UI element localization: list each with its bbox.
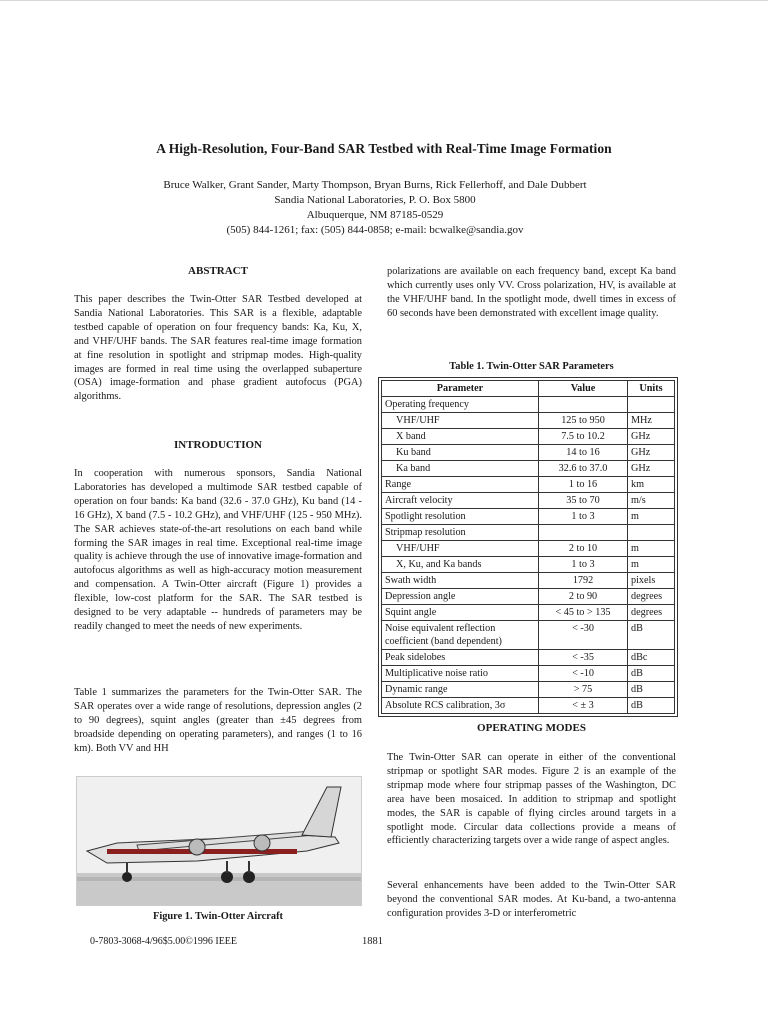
table-cell-unit: dBc xyxy=(628,650,675,666)
table-cell-value: < -35 xyxy=(539,650,628,666)
author-contact: (505) 844-1261; fax: (505) 844-0858; e-mail: bcwalke@sandia.gov xyxy=(226,224,524,236)
table-cell-unit: m xyxy=(628,541,675,557)
table-1-parameters xyxy=(381,380,675,714)
table-row xyxy=(382,650,675,666)
table-body xyxy=(382,397,675,714)
table-row xyxy=(382,589,675,605)
operating-modes-heading-block xyxy=(387,722,676,736)
table-cell-parameter: Peak sidelobes xyxy=(382,650,539,666)
table-cell-unit: m xyxy=(628,557,675,573)
table-row xyxy=(382,541,675,557)
polarization-section xyxy=(387,265,676,321)
table-cell-parameter: Operating frequency xyxy=(382,397,539,413)
table-row xyxy=(382,477,675,493)
table-header-cell: Parameter xyxy=(382,381,539,397)
table-1-caption-block xyxy=(387,360,676,374)
twin-otter-aircraft-illustration xyxy=(77,777,361,905)
table-cell-unit xyxy=(628,525,675,541)
table-cell-value: < -30 xyxy=(539,621,628,650)
table-cell-value: 1 to 16 xyxy=(539,477,628,493)
table-cell-parameter: Spotlight resolution xyxy=(382,509,539,525)
introduction-heading: INTRODUCTION xyxy=(173,439,262,451)
abstract-heading: ABSTRACT xyxy=(188,265,248,277)
table-row xyxy=(382,445,675,461)
table-cell-unit: m/s xyxy=(628,493,675,509)
table-cell-value: < 45 to > 135 xyxy=(539,605,628,621)
table-cell-parameter: X, Ku, and Ka bands xyxy=(382,557,539,573)
table-row xyxy=(382,397,675,413)
table-cell-parameter: Absolute RCS calibration, 3σ xyxy=(382,698,539,714)
abstract-text: This paper describes the Twin-Otter SAR Testbed developed at Sandia National Laboratories. This SAR is a flexible, adaptable testbed capable of operation on four frequency bands: Ka, Ku, X, and VHF/UHF bands. The SAR features real-time image formation at fine resolution in spotlight and stripmap modes. High-quality images are formed in real time using the overlapped subaperture (OSA) image-formation and phase gradient autofocus (PGA) algorithms. xyxy=(74,294,362,403)
abstract-section xyxy=(74,293,362,404)
table-cell-unit: dB xyxy=(628,698,675,714)
table-row xyxy=(382,509,675,525)
figure-1-caption: Figure 1. Twin-Otter Aircraft xyxy=(152,911,284,922)
table-row xyxy=(382,557,675,573)
table-cell-parameter: Ku band xyxy=(382,445,539,461)
table-header-row xyxy=(382,381,675,397)
introduction-heading-block xyxy=(74,439,362,453)
table-cell-value: 2 to 90 xyxy=(539,589,628,605)
operating-modes-heading: OPERATING MODES xyxy=(477,722,586,734)
abstract-heading-block xyxy=(74,265,362,279)
table-row xyxy=(382,605,675,621)
table-cell-unit: degrees xyxy=(628,589,675,605)
author-block xyxy=(0,178,750,238)
table-cell-unit: GHz xyxy=(628,461,675,477)
table-cell-unit: dB xyxy=(628,666,675,682)
table-cell-parameter: Noise equivalent reflection coefficient (band dependent) xyxy=(382,621,539,650)
table-cell-unit: GHz xyxy=(628,429,675,445)
polarization-paragraph: polarizations are available on each frequency band, except Ka band which currently uses only VV. Cross polarization, HV, is available at the VHF/UHF band. In the spotlight mode, dwell times in excess of 60 seconds have been demonstrated with excellent image quality. xyxy=(387,266,676,319)
table-row xyxy=(382,573,675,589)
operating-modes-paragraph-1: The Twin-Otter SAR can operate in either of the conventional stripmap or spotlight SAR modes. Figure 2 is an example of the stripmap mode where four stripmap passes of the Washington, DC area have been mosaiced. In addition to stripmap and spotlight modes, the SAR is capable of flying circles around targets in a spotlight mode. Circular data collections provide a means of efficiently characterizing targets over a wide range of aspect angles. xyxy=(387,752,676,847)
page-number: 1881 xyxy=(362,936,383,947)
table-cell-unit: pixels xyxy=(628,573,675,589)
operating-modes-section xyxy=(387,751,676,848)
introduction-paragraph-2: Table 1 summarizes the parameters for the Twin-Otter SAR. The SAR operates over a wide range of resolutions, depression angles (2 to 90 degrees), squint angles (greater than ±45 degrees from broadside depending on operating parameters), and ranges (1 to 16 km). Both VV and HH xyxy=(74,687,362,754)
table-cell-parameter: Ka band xyxy=(382,461,539,477)
table-cell-unit xyxy=(628,397,675,413)
table-cell-unit: dB xyxy=(628,621,675,650)
table-cell-value: 2 to 10 xyxy=(539,541,628,557)
author-affiliation: Sandia National Laboratories, P. O. Box 5800 xyxy=(274,194,476,206)
table-cell-value: 14 to 16 xyxy=(539,445,628,461)
table-cell-parameter: Dynamic range xyxy=(382,682,539,698)
table-cell-value: < ± 3 xyxy=(539,698,628,714)
introduction-section-2 xyxy=(74,686,362,756)
table-row xyxy=(382,621,675,650)
figure-1-aircraft-image xyxy=(76,776,362,906)
table-row xyxy=(382,525,675,541)
introduction-paragraph-1: In cooperation with numerous sponsors, Sandia National Laboratories has developed a multimode SAR testbed capable of operation on four bands: Ka band (32.6 - 37.0 GHz), Ku band (14 - 16 GHz), X band (7.5 - 10.2 GHz), and VHF/UHF (125 - 950 MHz). The SAR achieves state-of-the-art resolutions on each band while forming the SAR images in real time. Exceptional real-time image quality is achieve through the use of innovative image-formation and autofocus algorithms as well as high-accuracy motion measurement and compensation. A Twin-Otter aircraft (Figure 1) provides a flexible, low-cost platform for the SAR. The SAR testbed is designed to be very adaptable -- hundreds of parameters may be readily changed to meet the needs of new experiments. xyxy=(74,468,362,632)
author-city: Albuquerque, NM 87185-0529 xyxy=(306,209,444,221)
table-cell-unit: dB xyxy=(628,682,675,698)
table-row xyxy=(382,461,675,477)
table-cell-value: 125 to 950 xyxy=(539,413,628,429)
table-cell-unit: MHz xyxy=(628,413,675,429)
table-cell-parameter: Squint angle xyxy=(382,605,539,621)
table-row xyxy=(382,493,675,509)
table-1-caption: Table 1. Twin-Otter SAR Parameters xyxy=(449,361,614,372)
figure-1-caption-block xyxy=(74,910,362,924)
introduction-section xyxy=(74,467,362,634)
page-top-border xyxy=(0,0,768,1)
table-cell-parameter: Swath width xyxy=(382,573,539,589)
table-cell-parameter: X band xyxy=(382,429,539,445)
table-cell-value: 35 to 70 xyxy=(539,493,628,509)
author-names: Bruce Walker, Grant Sander, Marty Thompson, Bryan Burns, Rick Fellerhoff, and Dale Dubbert xyxy=(163,179,587,191)
table-header-cell: Units xyxy=(628,381,675,397)
table-cell-parameter: Range xyxy=(382,477,539,493)
table-cell-parameter: Aircraft velocity xyxy=(382,493,539,509)
table-cell-value: < -10 xyxy=(539,666,628,682)
operating-modes-section-2 xyxy=(387,879,676,921)
table-cell-unit: m xyxy=(628,509,675,525)
table-row xyxy=(382,682,675,698)
table-cell-value: 1 to 3 xyxy=(539,509,628,525)
table-cell-value: 1 to 3 xyxy=(539,557,628,573)
copyright-line: 0-7803-3068-4/96$5.00©1996 IEEE xyxy=(90,936,238,947)
table-row xyxy=(382,413,675,429)
table-cell-unit: degrees xyxy=(628,605,675,621)
table-cell-value xyxy=(539,525,628,541)
table-cell-unit: km xyxy=(628,477,675,493)
table-cell-parameter: Multiplicative noise ratio xyxy=(382,666,539,682)
table-cell-parameter: VHF/UHF xyxy=(382,413,539,429)
paper-title: A High-Resolution, Four-Band SAR Testbed with Real-Time Image Formation xyxy=(156,141,612,156)
operating-modes-paragraph-2: Several enhancements have been added to the Twin-Otter SAR beyond the conventional SAR modes. At Ku-band, a two-antenna configuration provides 3-D or interferometric xyxy=(387,880,676,919)
table-cell-parameter: Depression angle xyxy=(382,589,539,605)
table-cell-parameter: VHF/UHF xyxy=(382,541,539,557)
table-cell-unit: GHz xyxy=(628,445,675,461)
table-cell-value xyxy=(539,397,628,413)
table-cell-parameter: Stripmap resolution xyxy=(382,525,539,541)
table-cell-value: 1792 xyxy=(539,573,628,589)
table-cell-value: > 75 xyxy=(539,682,628,698)
table-header-cell: Value xyxy=(539,381,628,397)
table-cell-value: 32.6 to 37.0 xyxy=(539,461,628,477)
table-row xyxy=(382,666,675,682)
table-row xyxy=(382,698,675,714)
table-row xyxy=(382,429,675,445)
table-cell-value: 7.5 to 10.2 xyxy=(539,429,628,445)
